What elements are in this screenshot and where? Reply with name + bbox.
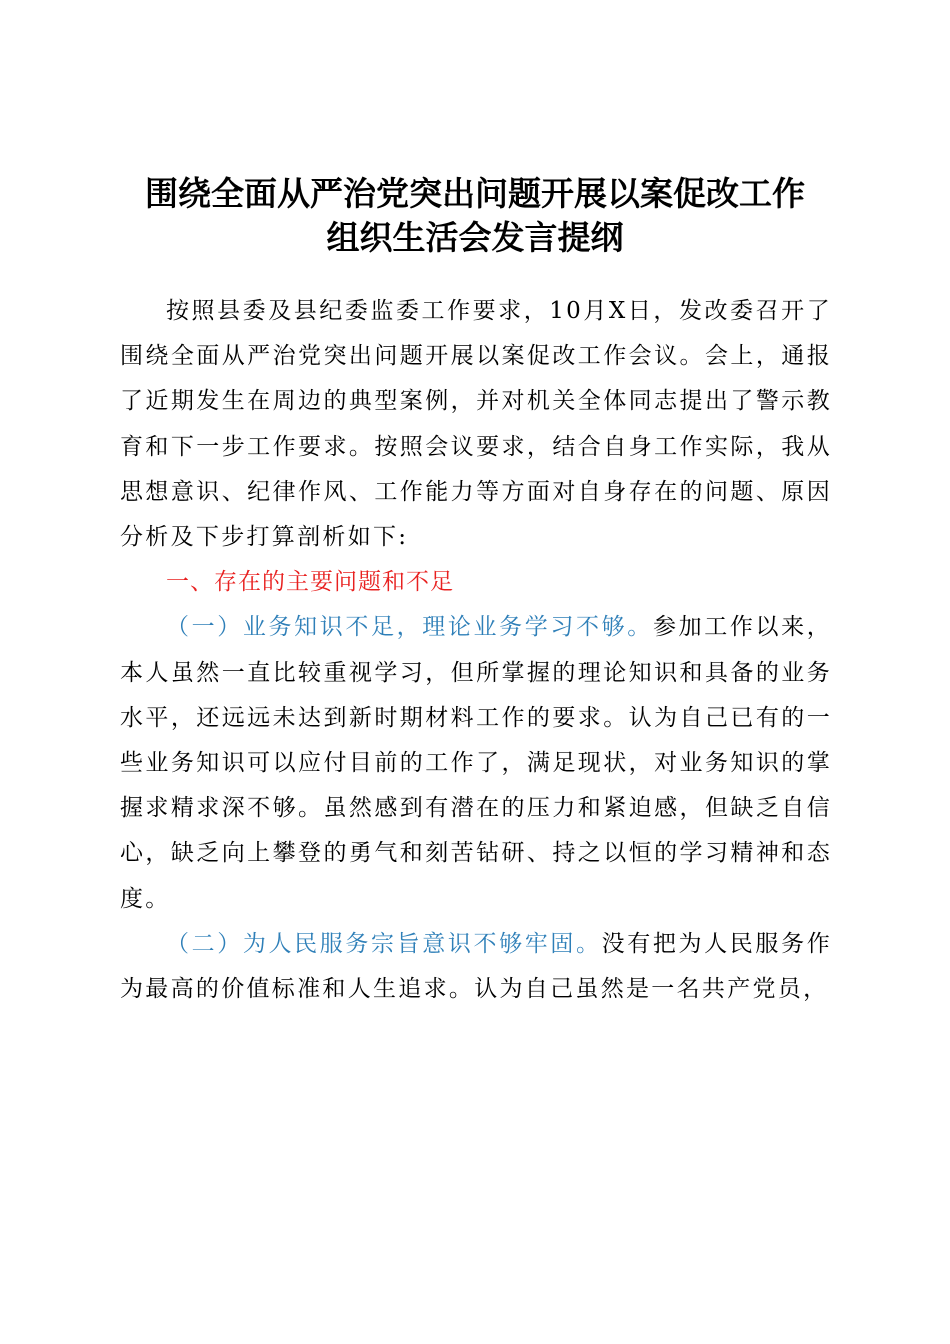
item-2-heading: （二）为人民服务宗旨意识不够牢固。 [166,930,602,957]
item-1-paragraph [120,605,832,921]
section-1-heading: 一、存在的主要问题和不足 [166,569,454,596]
item-2-body: 没有把为人民服务作为最高的价值标准和人生追求。认为自己虽然是一名共产党员， [120,930,832,1003]
document-title-line-1: 围绕全面从严治党突出问题开展以案促改工作 [145,174,805,213]
document-title-line-2: 组织生活会发言提纲 [326,218,624,257]
item-2-paragraph [120,922,832,1012]
item-1-heading: （一）业务知识不足，理论业务学习不够。 [166,614,653,641]
document-body [120,289,832,1012]
intro-paragraph: 按照县委及县纪委监委工作要求，10月X日，发改委召开了围绕全面从严治党突出问题开展以案促改工作会议。会上，通报了近期发生在周边的典型案例，并对机关全体同志提出了警示教育和下一步工作要求。按照会议要求，结合自身工作实际，我从思想意识、纪律作风、工作能力等方面对自身存在的问题、原因分析及下步打算剖析如下: [120,298,832,551]
item-1-body: 参加工作以来，本人虽然一直比较重视学习，但所掌握的理论知识和具备的业务水平，还远远未达到新时期材料工作的要求。认为自己已有的一些业务知识可以应付目前的工作了，满足现状，对业务知识的掌握求精求深不够。虽然感到有潜在的压力和紧迫感，但缺乏自信心，缺乏向上攀登的勇气和刻苦钻研、持之以恒的学习精神和态度。 [120,614,833,912]
